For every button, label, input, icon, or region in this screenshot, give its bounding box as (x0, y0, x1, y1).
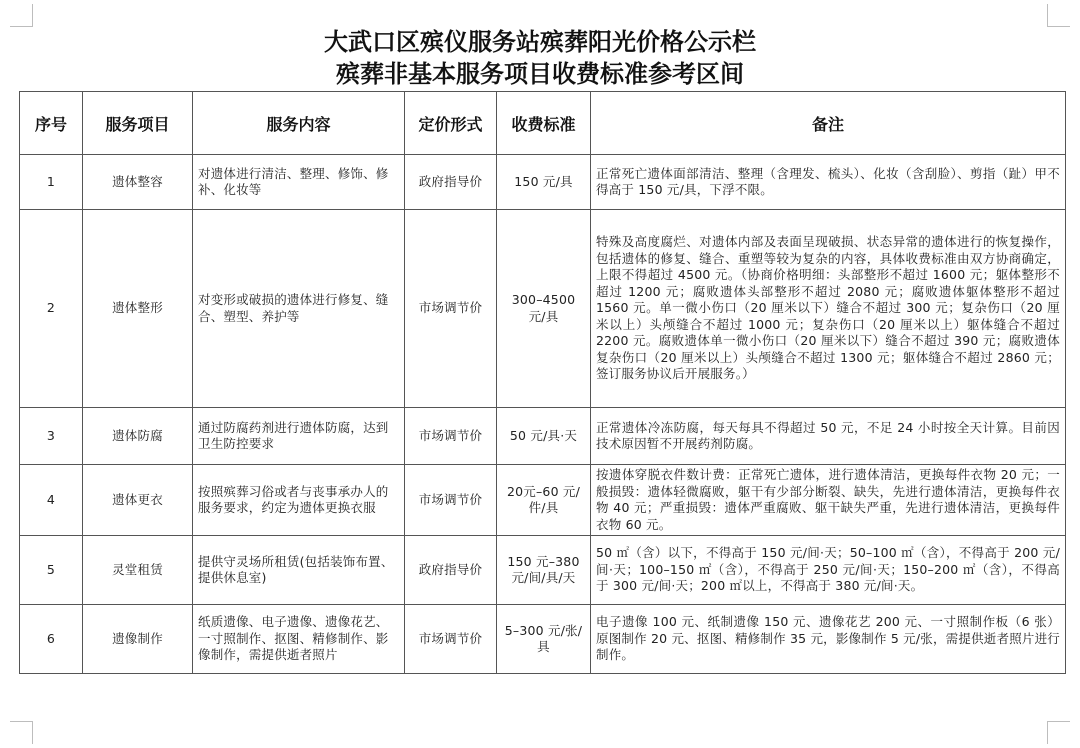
row-item: 灵堂租赁 (83, 536, 193, 605)
row-pricing: 市场调节价 (405, 408, 497, 465)
table-row (20, 465, 1066, 536)
row-pricing: 政府指导价 (405, 155, 497, 210)
row-fee: 20元–60 元/件/具 (497, 465, 591, 536)
row-pricing: 市场调节价 (405, 210, 497, 408)
table-row (20, 536, 1066, 605)
table-row (20, 605, 1066, 674)
row-note: 按遗体穿脱衣件数计费：正常死亡遗体，进行遗体清洁，更换每件衣物 20 元；一般损毁：遗体轻微腐败，躯干有少部分断裂、缺失，先进行遗体清洁，更换每件衣物 40 元；严重损毁：遗体严重腐败、躯干缺失严重，先进行遗体清洁，更换每件衣物 60 元。 (591, 465, 1066, 536)
header-item: 服务项目 (83, 92, 193, 155)
row-item: 遗体整形 (83, 210, 193, 408)
crop-mark-top-right (1047, 4, 1070, 27)
page-title: 大武口区殡仪服务站殡葬阳光价格公示栏 (324, 27, 756, 56)
row-note: 50 ㎡（含）以下，不得高于 150 元/间·天；50–100 ㎡（含），不得高于 200 元/间·天；100–150 ㎡（含），不得高于 250 元/间·天；150–200 ㎡（含），不得高于 300 元/间·天；200 ㎡以上，不得高于 380 元/间·天。 (591, 536, 1066, 605)
row-no: 2 (20, 210, 83, 408)
row-item: 遗像制作 (83, 605, 193, 674)
row-no: 4 (20, 465, 83, 536)
row-content: 对变形或破损的遗体进行修复、缝合、塑型、养护等 (193, 210, 405, 408)
row-pricing: 政府指导价 (405, 536, 497, 605)
row-fee: 50 元/具·天 (497, 408, 591, 465)
row-item: 遗体更衣 (83, 465, 193, 536)
row-item: 遗体防腐 (83, 408, 193, 465)
row-note: 正常遗体冷冻防腐，每天每具不得超过 50 元，不足 24 小时按全天计算。目前因技术原因暂不开展药剂防腐。 (591, 408, 1066, 465)
table-row (20, 408, 1066, 465)
row-no: 1 (20, 155, 83, 210)
table-row (20, 210, 1066, 408)
row-no: 6 (20, 605, 83, 674)
row-no: 5 (20, 536, 83, 605)
header-note: 备注 (591, 92, 1066, 155)
row-fee: 150 元/具 (497, 155, 591, 210)
row-item: 遗体整容 (83, 155, 193, 210)
crop-mark-bottom-right (1047, 721, 1070, 744)
row-content: 按照殡葬习俗或者与丧事承办人的服务要求，约定为遗体更换衣服 (193, 465, 405, 536)
row-pricing: 市场调节价 (405, 605, 497, 674)
table-header-row (20, 92, 1066, 155)
row-note: 正常死亡遗体面部清洁、整理（含理发、梳头）、化妆（含刮脸）、剪指（趾）甲不得高于 150 元/具，下浮不限。 (591, 155, 1066, 210)
header-no: 序号 (20, 92, 83, 155)
row-fee: 150 元–380 元/间/具/天 (497, 536, 591, 605)
row-fee: 5–300 元/张/具 (497, 605, 591, 674)
table-row (20, 155, 1066, 210)
row-content: 提供守灵场所租赁(包括装饰布置、提供休息室) (193, 536, 405, 605)
row-fee: 300–4500 元/具 (497, 210, 591, 408)
crop-mark-top-left (10, 4, 33, 27)
row-note: 特殊及高度腐烂、对遗体内部及表面呈现破损、状态异常的遗体进行的恢复操作，包括遗体的修复、缝合、重塑等较为复杂的内容，具体收费标准由双方协商确定，上限不得超过 4500 元。（协商价格明细：头部整形不超过 1600 元；躯体整形不超过 1200 元；腐败遗体头部整形不超过 2080 元；腐败遗体躯体整形不超过 1560 元。单一微小伤口（20 厘米以下）缝合不超过 300 元；复杂伤口（20 厘米以上）头颅缝合不超过 1000 元；复杂伤口（20 厘米以上）躯体缝合不超过 2200 元。腐败遗体单一微小伤口（20 厘米以下）缝合不超过 390 元；腐败遗体复杂伤口（20 厘米以上）头颅缝合不超过 1300 元；躯体缝合不超过 2860 元；签订服务协议后开展服务。） (591, 210, 1066, 408)
header-pricing: 定价形式 (405, 92, 497, 155)
crop-mark-bottom-left (10, 721, 33, 744)
header-content: 服务内容 (193, 92, 405, 155)
row-content: 对遗体进行清洁、整理、修饰、修补、化妆等 (193, 155, 405, 210)
row-content: 通过防腐药剂进行遗体防腐，达到卫生防控要求 (193, 408, 405, 465)
header-fee: 收费标准 (497, 92, 591, 155)
row-pricing: 市场调节价 (405, 465, 497, 536)
row-no: 3 (20, 408, 83, 465)
page-subtitle: 殡葬非基本服务项目收费标准参考区间 (336, 59, 744, 88)
fee-table (19, 91, 1066, 674)
row-note: 电子遗像 100 元、纸制遗像 150 元、遗像花艺 200 元、一寸照制作板（6 张）原图制作 20 元、抠图、精修制作 35 元，影像制作 5 元/张，需提供逝者照片进行制作。 (591, 605, 1066, 674)
row-content: 纸质遗像、电子遗像、遗像花艺、一寸照制作、抠图、精修制作、影像制作，需提供逝者照片 (193, 605, 405, 674)
